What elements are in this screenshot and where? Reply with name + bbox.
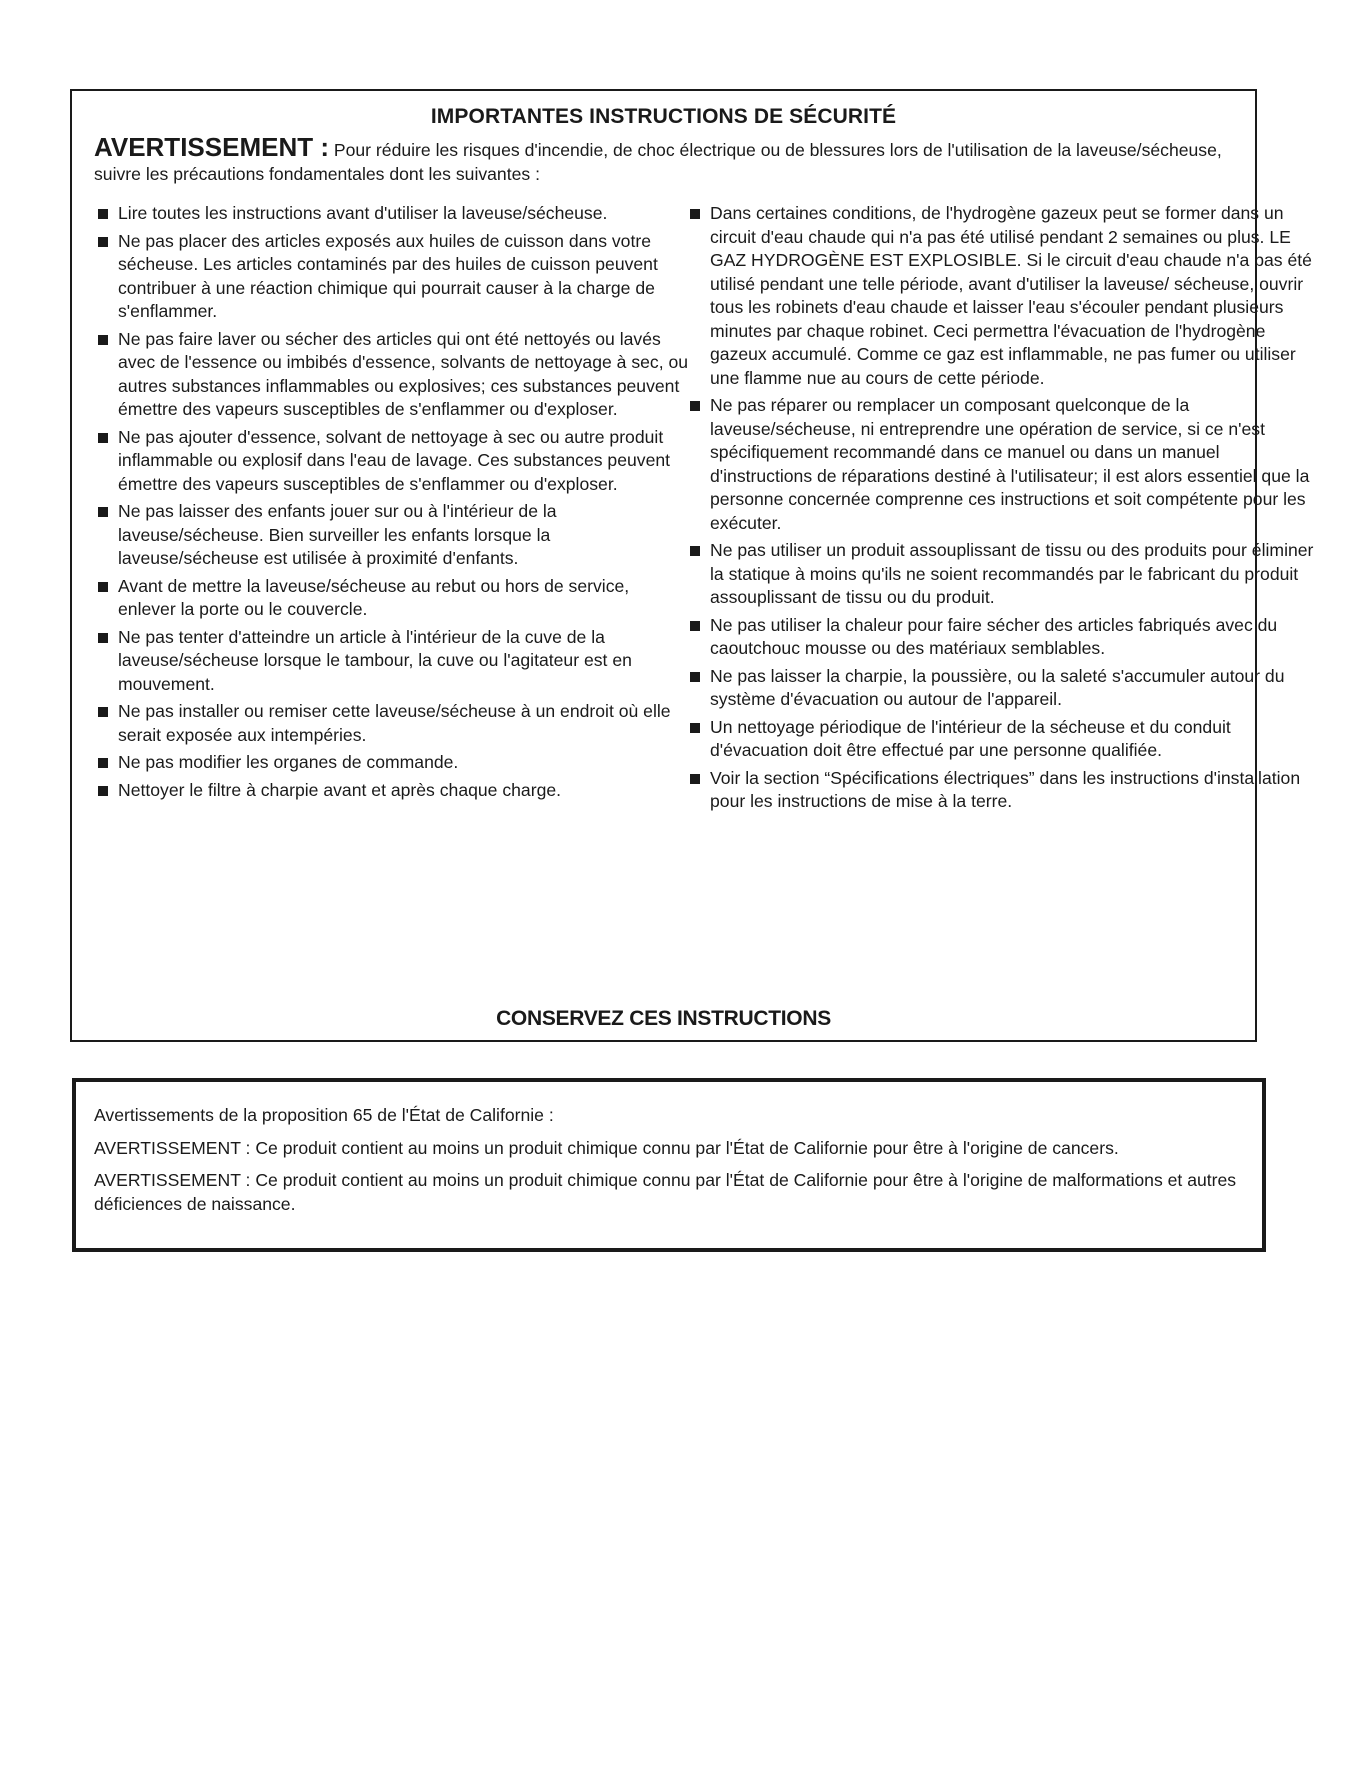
- right-bullet-list: [688, 202, 1318, 814]
- square-bullet-icon: [690, 546, 700, 556]
- list-item: Ne pas réparer ou remplacer un composant quelconque de la laveuse/sécheuse, ni entreprendre une opération de service, si ce n'est spécifiquement recommandé dans ce manuel ou dans un manuel d'instructions de réparations destiné à l'utilisateur; il est alors essentiel que la personne concernée comprenne ces instructions et soit compétente pour les exécuter.: [688, 394, 1318, 535]
- square-bullet-icon: [690, 723, 700, 733]
- prop65-birth-defect-warning: AVERTISSEMENT : Ce produit contient au moins un produit chimique connu par l'État de Californie pour être à l'origine de malformations et autres déficiences de naissance.: [94, 1170, 1237, 1214]
- square-bullet-icon: [98, 707, 108, 717]
- list-item: Ne pas modifier les organes de commande.: [96, 751, 691, 775]
- list-item: Ne pas ajouter d'essence, solvant de nettoyage à sec ou autre produit inflammable ou explosif dans l'eau de lavage. Ces substances peuvent émettre des vapeurs susceptibles de s'enflammer ou d'exploser.: [96, 426, 691, 497]
- safety-instructions-box: [70, 89, 1314, 1042]
- square-bullet-icon: [690, 672, 700, 682]
- warning-text: Pour réduire les risques d'incendie, de choc électrique ou de blessures lors de l'utilisation de la laveuse/sécheuse, suivre les précautions fondamentales dont les suivantes :: [94, 140, 1222, 184]
- list-item: Ne pas utiliser un produit assouplissant de tissu ou des produits pour éliminer la statique à moins qu'ils ne soient recommandés par le fabricant du produit assouplissant de tissu ou du produit.: [688, 539, 1318, 610]
- right-column: [688, 202, 1318, 818]
- square-bullet-icon: [98, 507, 108, 517]
- prop65-heading: Avertissements de la proposition 65 de l'État de Californie :: [94, 1105, 554, 1125]
- left-bullet-list: [96, 202, 691, 802]
- square-bullet-icon: [98, 335, 108, 345]
- safety-title: IMPORTANTES INSTRUCTIONS DE SÉCURITÉ: [430, 105, 897, 128]
- square-bullet-icon: [98, 582, 108, 592]
- list-item: Nettoyer le filtre à charpie avant et après chaque charge.: [96, 779, 691, 803]
- list-item: Ne pas tenter d'atteindre un article à l'intérieur de la cuve de la laveuse/sécheuse lorsque le tambour, la cuve ou l'agitateur est en mouvement.: [96, 626, 691, 697]
- list-item: Avant de mettre la laveuse/sécheuse au rebut ou hors de service, enlever la porte ou le couvercle.: [96, 575, 691, 622]
- square-bullet-icon: [690, 774, 700, 784]
- list-item: Ne pas faire laver ou sécher des articles qui ont été nettoyés ou lavés avec de l'essence ou imbibés d'essence, solvants de nettoyage à sec, ou autres substances inflammables ou explosives; ces substances peuvent émettre des vapeurs susceptibles de s'enflammer ou d'exploser.: [96, 328, 691, 422]
- list-item: Voir la section “Spécifications électriques” dans les instructions d'installation pour les instructions de mise à la terre.: [688, 767, 1318, 814]
- list-item: Un nettoyage périodique de l'intérieur de la sécheuse et du conduit d'évacuation doit être effectué par une personne qualifiée.: [688, 716, 1318, 763]
- list-item: Lire toutes les instructions avant d'utiliser la laveuse/sécheuse.: [96, 202, 691, 226]
- prop65-cancer-warning: AVERTISSEMENT : Ce produit contient au moins un produit chimique connu par l'État de Californie pour être à l'origine de cancers.: [94, 1137, 1119, 1158]
- square-bullet-icon: [98, 633, 108, 643]
- square-bullet-icon: [98, 758, 108, 768]
- square-bullet-icon: [98, 433, 108, 443]
- square-bullet-icon: [98, 209, 108, 219]
- list-item: Ne pas laisser des enfants jouer sur ou à l'intérieur de la laveuse/sécheuse. Bien surveiller les enfants lorsque la laveuse/sécheuse est utilisée à proximité d'enfants.: [96, 500, 691, 571]
- list-item: Ne pas installer ou remiser cette laveuse/sécheuse à un endroit où elle serait exposée aux intempéries.: [96, 700, 691, 747]
- list-item: Ne pas utiliser la chaleur pour faire sécher des articles fabriqués avec du caoutchouc mousse ou des matériaux semblables.: [688, 614, 1318, 661]
- list-item: Ne pas laisser la charpie, la poussière, ou la saleté s'accumuler autour du système d'évacuation ou autour de l'appareil.: [688, 665, 1318, 712]
- square-bullet-icon: [690, 621, 700, 631]
- square-bullet-icon: [98, 786, 108, 796]
- square-bullet-icon: [98, 237, 108, 247]
- warning-word: AVERTISSEMENT :: [94, 132, 329, 162]
- warning-intro: [94, 132, 1234, 186]
- list-item: Ne pas placer des articles exposés aux huiles de cuisson dans votre sécheuse. Les articles contaminés par des huiles de cuisson peuvent contribuer à une réaction chimique qui pourrait causer à la charge de s'enflammer.: [96, 230, 691, 324]
- save-instructions-footer: CONSERVEZ CES INSTRUCTIONS: [496, 1007, 831, 1030]
- list-item: Dans certaines conditions, de l'hydrogène gazeux peut se former dans un circuit d'eau chaude qui n'a pas été utilisé pendant 2 semaines ou plus. LE GAZ HYDROGÈNE EST EXPLOSIBLE. Si le circuit d'eau chaude n'a pas été utilisé pendant une telle période, avant d'utiliser la laveuse/ sécheuse, ouvrir tous les robinets d'eau chaude et laisser l'eau s'écouler pendant plusieurs minutes par chaque robinet. Ceci permettra l'évacuation de l'hydrogène gazeux accumulé. Comme ce gaz est inflammable, ne pas fumer ou utiliser une flamme nue au cours de cette période.: [688, 202, 1318, 390]
- left-column: [96, 202, 691, 806]
- square-bullet-icon: [690, 209, 700, 219]
- square-bullet-icon: [690, 401, 700, 411]
- prop65-warning-box: [72, 1078, 1266, 1252]
